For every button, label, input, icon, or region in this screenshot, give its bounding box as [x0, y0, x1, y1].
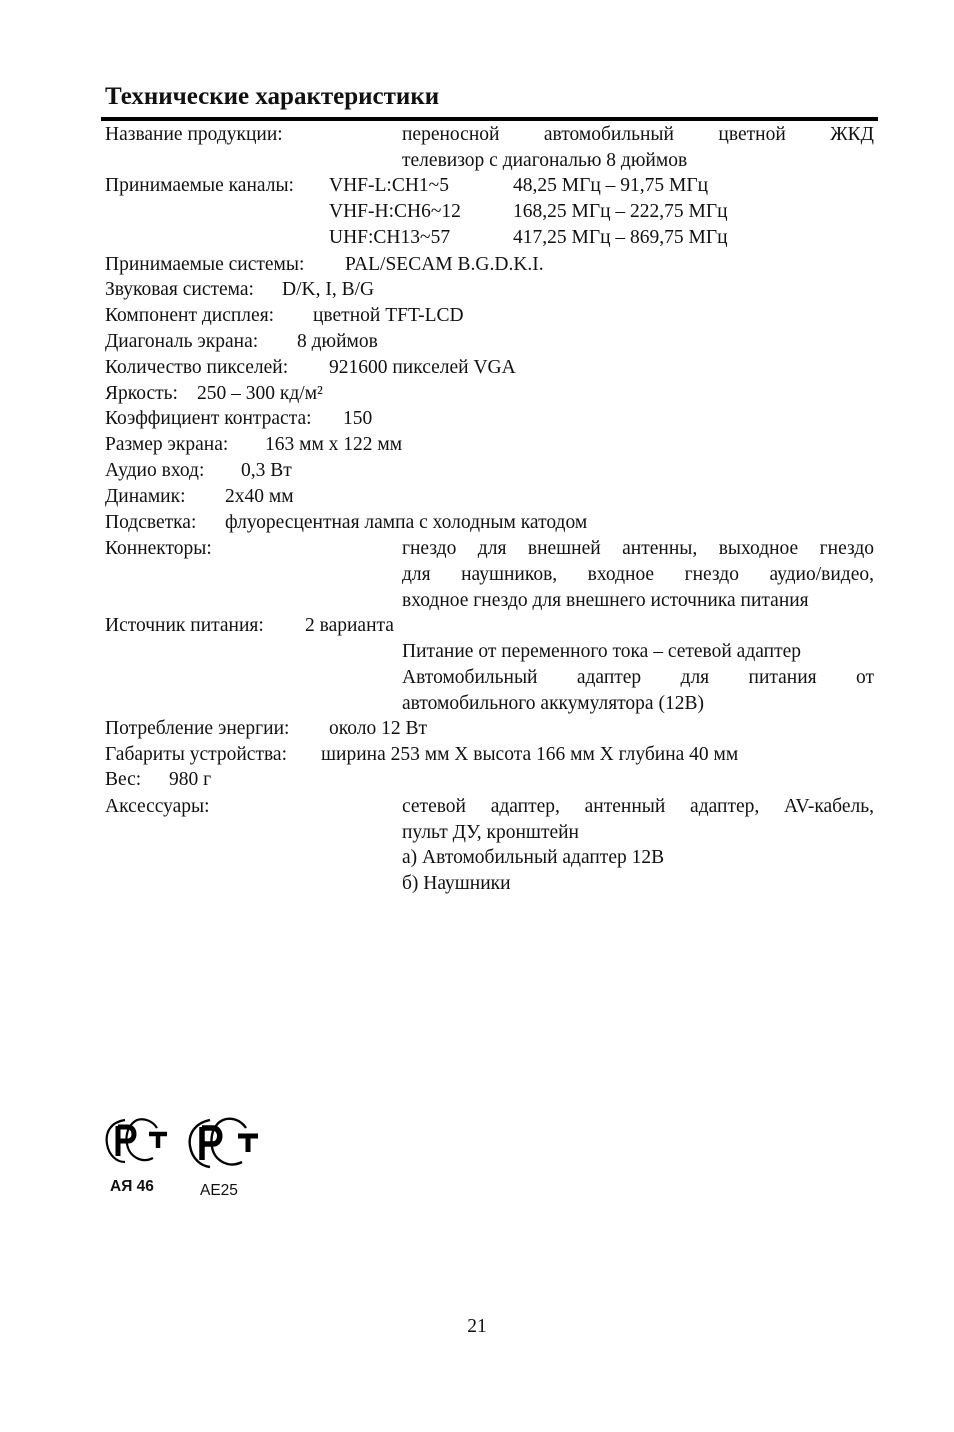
- spec-value-product-name: переносной автомобильный цветной ЖКД: [402, 124, 874, 145]
- spec-label-diagonal: Диагональ экрана:: [105, 331, 259, 352]
- spec-label-accessories: Аксессуары:: [105, 796, 210, 817]
- spec-label-screen-size: Размер экрана:: [105, 434, 229, 455]
- accessory-item: а) Автомобильный адаптер 12В: [402, 847, 665, 868]
- channel-band: VHF-L:CH1~5: [329, 175, 449, 196]
- channel-band: VHF-H:CH6~12: [329, 201, 461, 222]
- spec-label-contrast: Коэффициент контраста:: [105, 408, 312, 429]
- spec-value-dimensions: ширина 253 мм X высота 166 мм X глубина 40 мм: [321, 744, 739, 765]
- spec-value-weight: 980 г: [169, 769, 212, 790]
- spec-label-systems: Принимаемые системы:: [105, 254, 305, 275]
- spec-label-audio-in: Аудио вход:: [105, 460, 205, 481]
- spec-value-backlight: флуоресцентная лампа с холодным катодом: [225, 512, 588, 533]
- power-option-car: Автомобильный адаптер для питания от: [402, 667, 874, 688]
- certification-code: AE25: [200, 1182, 238, 1199]
- spec-value-accessories: сетевой адаптер, антенный адаптер, AV-кабель,: [402, 796, 874, 817]
- rst-certification-mark-icon: [186, 1112, 260, 1174]
- spec-label-connectors: Коннекторы:: [105, 538, 212, 559]
- spec-value-sound: D/K, I, B/G: [282, 279, 375, 300]
- spec-value-display: цветной TFT-LCD: [313, 305, 464, 326]
- spec-value-diagonal: 8 дюймов: [297, 331, 378, 352]
- certification-code: АЯ 46: [110, 1178, 154, 1195]
- spec-value-pixels: 921600 пикселей VGA: [329, 357, 516, 378]
- title-divider: [101, 117, 878, 121]
- spec-value-power-source: 2 варианта: [305, 615, 394, 636]
- page-title: Технические характеристики: [105, 83, 440, 110]
- spec-value-brightness: 250 – 300 кд/м²: [197, 383, 323, 404]
- power-option-car-cont: автомобильного аккумулятора (12В): [402, 693, 704, 714]
- spec-value-consumption: около 12 Вт: [329, 718, 427, 739]
- spec-label-power-source: Источник питания:: [105, 615, 264, 636]
- accessory-item: б) Наушники: [402, 873, 511, 894]
- spec-label-consumption: Потребление энергии:: [105, 718, 290, 739]
- page-number: 21: [467, 1316, 487, 1337]
- spec-label-backlight: Подсветка:: [105, 512, 197, 533]
- spec-label-channels: Принимаемые каналы:: [105, 175, 294, 196]
- spec-value-accessories-cont: пульт ДУ, кронштейн: [402, 822, 579, 843]
- spec-value-connectors-cont: для наушников, входное гнездо аудио/видео,: [402, 564, 874, 585]
- spec-value-audio-in: 0,3 Вт: [241, 460, 292, 481]
- spec-label-dimensions: Габариты устройства:: [105, 744, 288, 765]
- spec-label-product-name: Название продукции:: [105, 124, 283, 145]
- spec-label-display: Компонент дисплея:: [105, 305, 275, 326]
- channel-frequency: 168,25 МГц – 222,75 МГц: [513, 201, 728, 222]
- spec-label-pixels: Количество пикселей:: [105, 357, 289, 378]
- spec-value-connectors: гнездо для внешней антенны, выходное гнездо: [402, 538, 874, 559]
- channel-frequency: 417,25 МГц – 869,75 МГц: [513, 227, 728, 248]
- spec-label-weight: Вес:: [105, 769, 142, 790]
- spec-value-systems: PAL/SECAM B.G.D.K.I.: [345, 254, 544, 275]
- spec-label-speaker: Динамик:: [105, 486, 186, 507]
- rst-certification-mark-icon: [103, 1112, 169, 1170]
- spec-value-screen-size: 163 мм x 122 мм: [265, 434, 403, 455]
- spec-label-sound: Звуковая система:: [105, 279, 254, 300]
- channel-frequency: 48,25 МГц – 91,75 МГц: [513, 175, 709, 196]
- spec-value-connectors-cont: входное гнездо для внешнего источника питания: [402, 590, 809, 611]
- channel-band: UHF:CH13~57: [329, 227, 451, 248]
- power-option-ac: Питание от переменного тока – сетевой адаптер: [402, 641, 802, 662]
- spec-value-product-name-cont: телевизор с диагональю 8 дюймов: [402, 150, 688, 171]
- spec-value-contrast: 150: [343, 408, 373, 429]
- spec-value-speaker: 2x40 мм: [225, 486, 294, 507]
- spec-label-brightness: Яркость:: [105, 383, 178, 404]
